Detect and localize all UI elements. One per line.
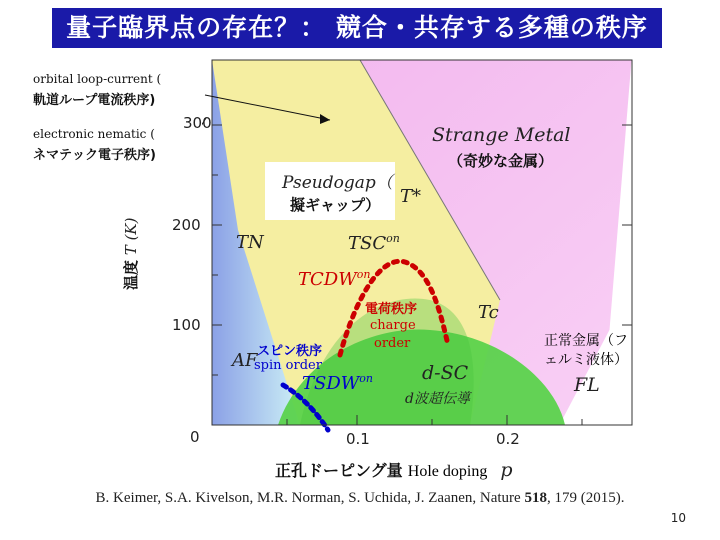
reference: B. Keimer, S.A. Kivelson, M.R. Norman, S. Uchida, J. Zaanen, Nature 518, 179 (2015). bbox=[95, 490, 625, 506]
orbital-label-jp: 軌道ループ電流秩序) bbox=[33, 93, 156, 108]
fl-label: FL bbox=[574, 374, 600, 396]
nematic-label-jp: ネマテック電子秩序) bbox=[33, 148, 156, 163]
x-axis-label: 正孔ドーピング量 Hole doping p bbox=[275, 459, 513, 481]
normal-metal-jp: 正常金属（フ ェルミ液体） bbox=[544, 333, 628, 368]
tn-label: TN bbox=[236, 232, 264, 253]
x-tick-0-1: 0.1 bbox=[346, 430, 370, 448]
tstar-label: T* bbox=[400, 186, 422, 207]
y-axis-label: 温度 T (K) bbox=[122, 217, 140, 290]
page-number: 10 bbox=[670, 511, 686, 525]
charge-order-en1: charge bbox=[370, 318, 416, 333]
pseudogap-jp: 擬ギャップ） bbox=[290, 196, 381, 214]
slide-title: 量子臨界点の存在？： 競合・共存する多種の秩序 bbox=[52, 8, 662, 48]
charge-order-en2: order bbox=[374, 336, 411, 351]
strange-metal-jp: （奇妙な金属） bbox=[448, 152, 554, 170]
tsdw-label: $TSDW^{on}$ bbox=[302, 372, 373, 394]
y-tick-300: 300 bbox=[183, 114, 212, 132]
orbital-label-en: orbital loop-current ( bbox=[33, 72, 162, 86]
charge-order-jp: 電荷秩序 bbox=[365, 302, 418, 317]
tcdw-label: $TCDW^{on}$ bbox=[298, 268, 371, 290]
y-tick-0: 0 bbox=[190, 428, 200, 446]
x-tick-0-2: 0.2 bbox=[496, 430, 520, 448]
spin-order-en: spin order bbox=[254, 358, 322, 373]
tsc-onset-label: $TSC^{on}$ bbox=[348, 232, 400, 254]
y-tick-100: 100 bbox=[172, 316, 201, 334]
dsc-jp: d波超伝導 bbox=[405, 391, 470, 407]
spin-order-jp: スピン秩序 bbox=[257, 344, 323, 359]
dsc-label: d-SC bbox=[422, 362, 469, 384]
y-tick-200: 200 bbox=[172, 216, 201, 234]
tc-label: Tc bbox=[478, 302, 499, 323]
nematic-label-en: electronic nematic ( bbox=[33, 127, 155, 141]
strange-metal-label: Strange Metal bbox=[432, 124, 571, 146]
pseudogap-label: Pseudogap（ bbox=[282, 173, 393, 193]
af-label: AF bbox=[232, 350, 258, 371]
